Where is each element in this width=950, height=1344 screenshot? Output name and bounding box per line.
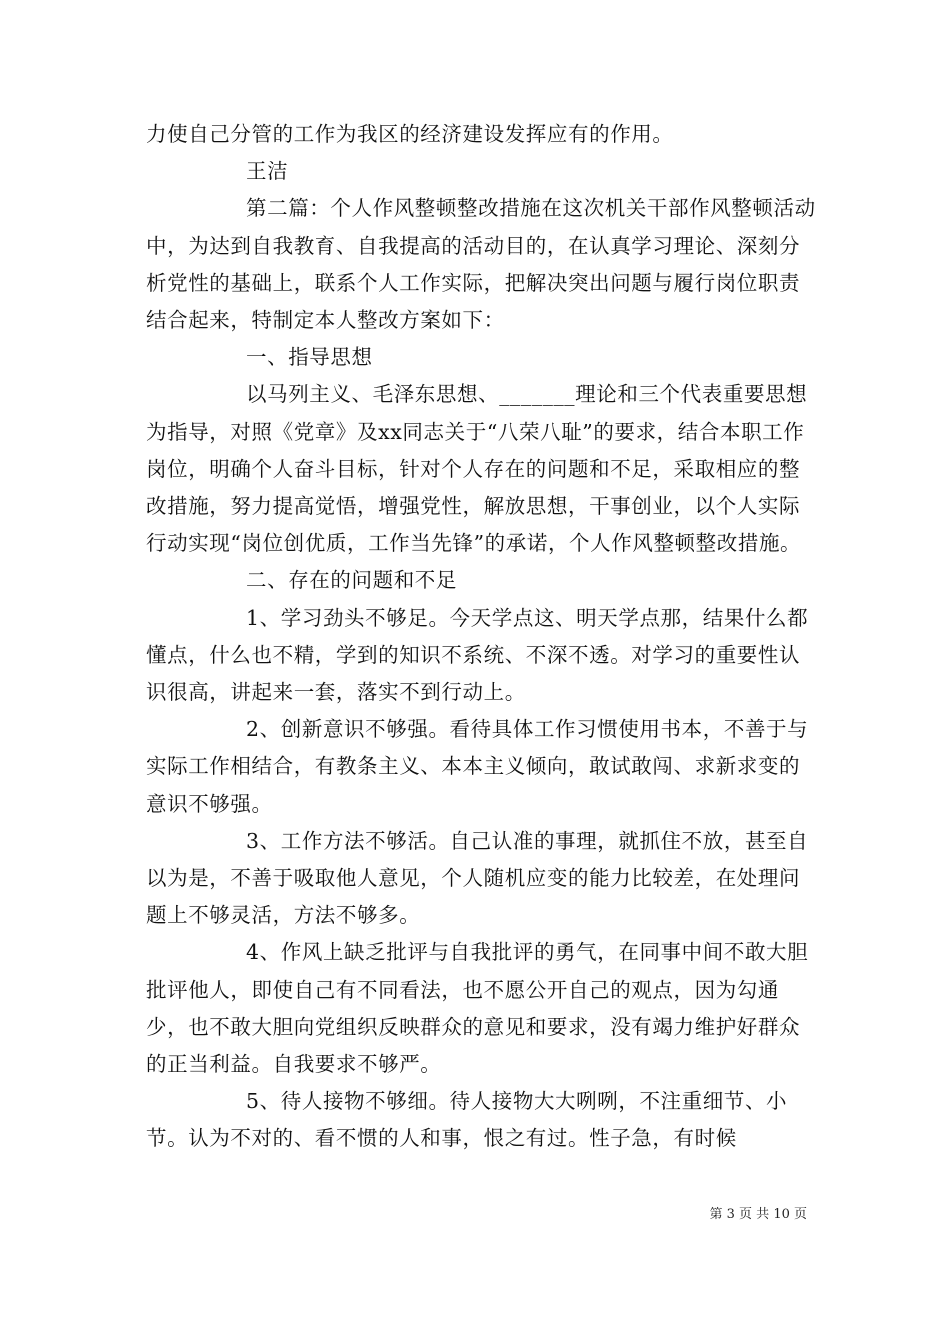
paragraph-intro: 第二篇：个人作风整顿整改措施在这次机关干部作风整顿活动中，为达到自我教育、自我提高的活动目的，在认真学习理论、深刻分析党性的基础上，联系个人工作实际，把解决突出问题与履行岗位职责结合起来，特制定本人整改方案如下：: [146, 196, 816, 333]
paragraph-guiding-thought: 以马列主义、毛泽东思想、_______理论和三个代表重要思想为指导，对照《党章》及xx同志关于“八荣八耻”的要求，结合本职工作岗位，明确个人奋斗目标，针对个人存在的问题和不足，采取相应的整改措施，努力提高觉悟，增强党性，解放思想，干事创业，以个人实际行动实现“岗位创优质，工作当先锋”的承诺，个人作风整顿整改措施。: [146, 382, 808, 556]
page-number: 第 3 页 共 10 页: [709, 1207, 807, 1222]
paragraph-continuation: 力使自己分管的工作为我区的经济建设发挥应有的作用。: [146, 122, 674, 146]
body-text: [146, 116, 816, 1158]
list-item-5: 5、待人接物不够细。待人接物大大咧咧，不注重细节、小节。认为不对的、看不惯的人和事，恨之有过。性子急，有时候: [146, 1089, 788, 1151]
section-heading-problems: 二、存在的问题和不足: [246, 568, 457, 593]
section-heading-guiding-thought: 一、指导思想: [246, 345, 373, 370]
author-name: 王洁: [246, 159, 289, 184]
list-item-2: 2、创新意识不够强。看待具体工作习惯使用书本，不善于与实际工作相结合，有教条主义、本本主义倾向，敢试敢闯、求新求变的意识不够强。: [146, 717, 809, 816]
list-item-4: 4、作风上缺乏批评与自我批评的勇气，在同事中间不敢大胆批评他人，即使自己有不同看法，也不愿公开自己的观点，因为勾通少，也不敢大胆向党组织反映群众的意见和要求，没有竭力维护好群众的正当利益。自我要求不够严。: [146, 940, 809, 1077]
list-item-1: 1、学习劲头不够足。今天学点这、明天学点那，结果什么都懂点，什么也不精，学到的知识不系统、不深不透。对学习的重要性认识很高，讲起来一套，落实不到行动上。: [146, 605, 809, 705]
list-item-3: 3、工作方法不够活。自己认准的事理，就抓住不放，甚至自以为是，不善于吸取他人意见，个人随机应变的能力比较差，在处理问题上不够灵活，方法不够多。: [146, 828, 809, 928]
